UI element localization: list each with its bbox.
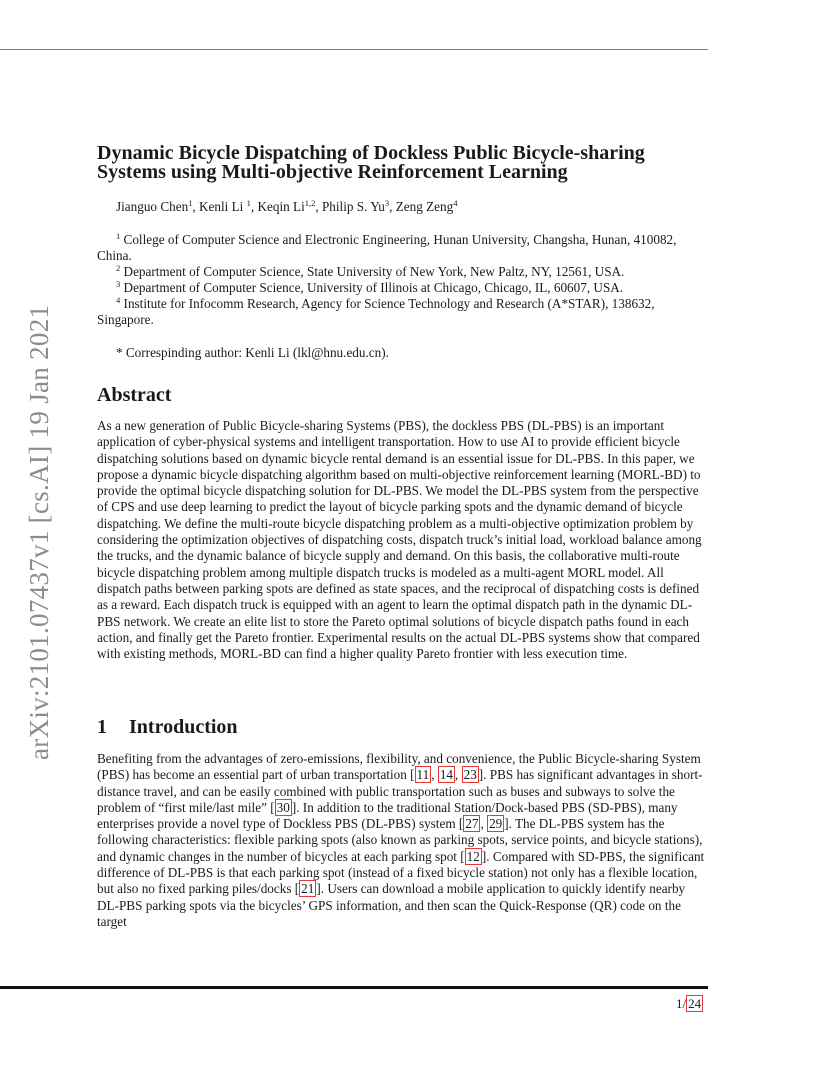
affiliation-text: Department of Computer Science, University of Illinois at Chicago, Chicago, IL, 60607, USA. [123,280,624,295]
author-name: Jianguo Chen [116,199,189,214]
affiliation-mark: 4 [116,295,121,305]
page-separator: / [682,996,687,1011]
affiliation-text: Department of Computer Science, State University of New York, New Paltz, NY, 12561, USA. [123,264,625,279]
author-name: Kenli Li [199,199,244,214]
text-run: ]. Users can download a mobile application to quickly identify nearby DL-PBS parking spots via the bicycles’ GPS information, and then scan the Quick-Response (QR) code on the target [97,881,686,929]
text-run: , [480,816,488,832]
citation-link[interactable]: 14 [439,767,453,783]
affiliation-mark: 1 [116,231,121,241]
citation-link[interactable]: 12 [466,848,480,864]
affiliation-mark: 2 [116,263,121,273]
paper-title: Dynamic Bicycle Dispatching of Dockless Public Bicycle-sharing Systems using Multi-objective Reinforcement Learning [97,142,645,183]
citation-link[interactable]: 27 [465,816,479,832]
text-run: ]. The DL-PBS system has the following characteristics: flexible parking spots (also known as parking spots, service points, and bicycle stations), and dynamic changes in the number of bicycles at each parking spot [ [97,816,703,864]
text-run: Benefiting from the advantages of zero-emissions, flexibility, and convenience, the Public Bicycle-sharing System (PBS) has become an essential part of urban transportation [ [97,751,701,783]
affiliation-text: College of Computer Science and Electronic Engineering, Hunan University, Changsha, Hunan, 410082, China. [97,232,677,264]
author-list: Jianguo Chen$^1$, Kenli Li $^1$, Keqin Li$^{1,2}$, Philip S. Yu$^3$, Zeng Zeng$^4$ [116,198,458,214]
affiliation [97,232,709,265]
author-affiliation-mark: 3 [384,198,390,208]
text-run: ]. PBS has significant advantages in short-distance travel, and can be easily combined with public transportation such as buses and subways to solve the problem of “first mile/last mile” [ [97,767,703,815]
corresponding-author-note: * Correspinding author: Kenli Li (lkl@hnu.edu.cn). [116,345,389,360]
text-run: , [455,767,462,783]
affiliation-text: Institute for Infocomm Research, Agency for Science Technology and Research (A*STAR), 138632, Singapore. [97,296,655,328]
author-affiliation-mark: 4 [453,198,458,208]
author-name: Philip S. Yu [321,199,385,214]
bottom-rule [0,986,708,989]
citation-link[interactable]: 30 [276,799,290,815]
abstract-heading: Abstract [97,384,172,406]
section-number: 1 [97,716,107,738]
citation-link[interactable]: 21 [301,881,315,897]
affiliation [97,296,709,329]
section-title-text: Introduction [129,716,238,738]
citation-link[interactable]: 23 [463,767,477,783]
affiliation [97,280,709,296]
current-page: 1 [676,996,683,1011]
affiliation-mark: 3 [116,279,121,289]
text-run: , [431,767,438,783]
page-number [676,996,703,1012]
introduction-heading [97,716,238,739]
citation-link[interactable]: 29 [489,816,503,832]
arxiv-sidebar-stamp: arXiv:2101.07437v1 [cs.AI] 19 Jan 2021 [24,304,54,760]
abstract-body: As a new generation of Public Bicycle-sharing Systems (PBS), the dockless PBS (DL-PBS) is an important application of cyber-physical systems and intelligent transportation. How to use AI to provide efficient bicycle dispatching solutions based on dynamic bicycle rental demand is an essential issue for DL-PBS. In this paper, we propose a dynamic bicycle dispatching algorithm based on multi-objective reinforcement learning (MORL-BD) to provide the optimal bicycle dispatching solution for DL-PBS. We model the DL-PBS system from the perspective of CPS and use deep learning to predict the layout of bicycle parking spots and the dynamic demand of bicycle dispatching. We define the multi-route bicycle dispatching problem as a multi-objective optimization problem by considering the optimization objectives of dispatching costs, dispatch truck’s initial load, workload balance among the trucks, and the dynamic balance of bicycle supply and demand. On this basis, the collaborative multi-route bicycle dispatching problem among multiple dispatch trucks is modeled as a multi-agent MORL model. All dispatch paths between parking spots are defined as state spaces, and the reciprocal of dispatching costs is defined as a reward. Each dispatch truck is equipped with an agent to learn the optimal dispatch path in the dynamic DL-PBS network. We create an elite list to store the Pareto optimal solutions of bicycle dispatch paths found in each action, and finally get the Pareto frontier. Experimental results on the actual DL-PBS systems show that compared with existing methods, MORL-BD can find a higher quality Pareto frontier with less execution time. [97,418,702,662]
author-affiliation-mark: 1,2 [304,198,316,208]
affiliation [97,264,709,280]
author-name: Zeng Zeng [395,199,454,214]
text-run: ]. In addition to the traditional Station/Dock-based PBS (SD-PBS), many enterprises provide a novel type of Dockless PBS (DL-PBS) system [ [97,799,678,832]
introduction-body [97,751,709,930]
text-run: ]. Compared with SD-PBS, the significant difference of DL-PBS is that each parking spot (instead of a fixed bicycle station) not only has a flexible location, but also no fixed parking piles/docks [ [97,848,705,897]
author-affiliation-mark: 1 [188,198,193,208]
total-pages-link[interactable]: 24 [688,996,702,1011]
top-rule [0,49,708,50]
author-affiliation-mark: 1 [246,198,251,208]
citation-link[interactable]: 11 [416,767,430,783]
author-name: Keqin Li [257,199,305,214]
